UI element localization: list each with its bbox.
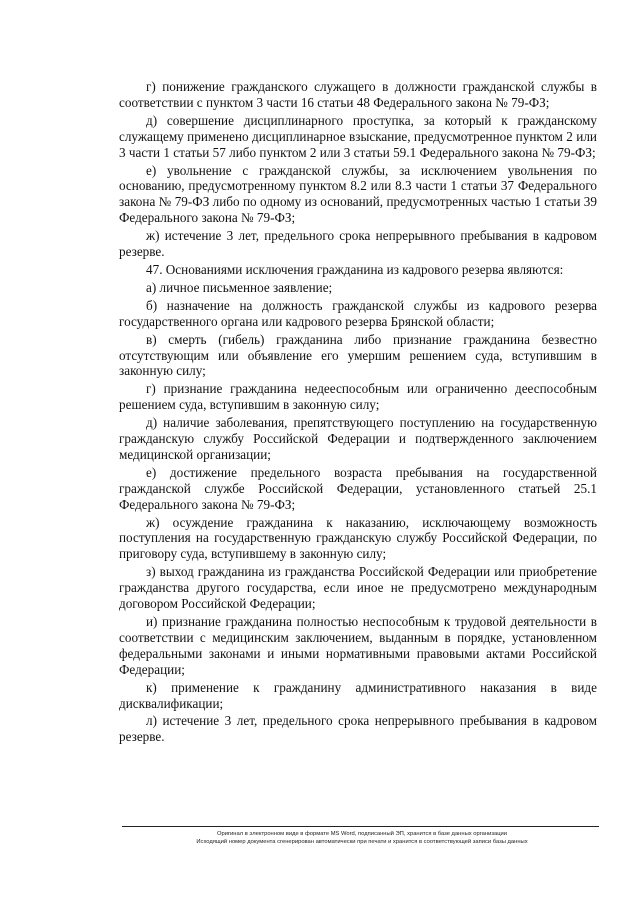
paragraph-zh-expiry: ж) истечение 3 лет, предельного срока непрерывного пребывания в кадровом резерве. [119, 228, 597, 260]
paragraph-i-disability: и) признание гражданина полностью неспособным к трудовой деятельности в соответствии с медицинским заключением, выданным в порядке, установленном федеральными законами и иными нормативными правовыми актами Российской Федерации; [119, 614, 597, 677]
paragraph-v-death: в) смерть (гибель) гражданина либо признание гражданина безвестно отсутствующим или объявление его умершим решением суда, вступившим в законную силу; [119, 331, 597, 379]
footer-divider [122, 826, 599, 827]
paragraph-zh-conviction: ж) осуждение гражданина к наказанию, исключающему возможность поступления на государственную гражданскую службу Российской Федерации, по приговору суда, вступившему в законную силу; [119, 514, 597, 562]
paragraph-z-citizenship: з) выход гражданина из гражданства Российской Федерации или приобретение гражданства другого государства, если иное не предусмотрено международным договором Российской Федерации; [119, 564, 597, 612]
paragraph-k-disqualification: к) применение к гражданину административного наказания в виде дисквалификации; [119, 679, 597, 711]
paragraph-l-expiry: л) истечение 3 лет, предельного срока непрерывного пребывания в кадровом резерве. [119, 713, 597, 745]
paragraph-47-grounds: 47. Основаниями исключения гражданина из кадрового резерва являются: [146, 261, 564, 277]
paragraph-a-application: а) личное письменное заявление; [146, 279, 333, 295]
paragraph-g-incapacity: г) признание гражданина недееспособным или ограниченно дееспособным решением суда, вступившим в законную силу; [119, 381, 597, 413]
paragraph-e-dismissal: е) увольнение с гражданской службы, за исключением увольнения по основанию, предусмотренному пунктом 8.2 или 8.3 части 1 статьи 37 Федерального закона № 79-ФЗ либо по одному из оснований, предусмотренных частью 1 статьи 39 Федерального закона № 79-ФЗ; [119, 162, 597, 226]
paragraph-e-age-limit: е) достижение предельного возраста пребывания на государственной гражданской службе Российской Федерации, установленного статьей 25.1 Федерального закона № 79-ФЗ; [119, 464, 597, 512]
paragraph-d-disciplinary: д) совершение дисциплинарного проступка, за который к гражданскому служащему применено дисциплинарное взыскание, предусмотренное пунктом 2 или 3 части 1 статьи 57 либо пунктом 2 или 3 статьи 59.1 Федерального закона № 79-ФЗ; [119, 112, 597, 160]
paragraph-b-appointment: б) назначение на должность гражданской службы из кадрового резерва государственного органа или кадрового резерва Брянской области; [119, 297, 597, 329]
footer-number-note: Исходящий номер документа сгенерирован автоматически при печати и хранится в соответствующей записи базы данных [196, 839, 528, 845]
footer-note [112, 830, 612, 846]
paragraph-g-demotion: г) понижение гражданского служащего в должности гражданской службы в соответствии с пунктом 3 части 16 статьи 48 Федерального закона № 79-ФЗ; [119, 79, 597, 110]
paragraph-d-disease: д) наличие заболевания, препятствующего поступлению на государственную гражданскую службу Российской Федерации и подтвержденного заключением медицинской организации; [119, 415, 597, 462]
document-body [119, 79, 597, 745]
footer-original-note: Оригинал в электронном виде в формате MS Word, подписанный ЭП, хранится в базе данных организации [216, 831, 508, 837]
